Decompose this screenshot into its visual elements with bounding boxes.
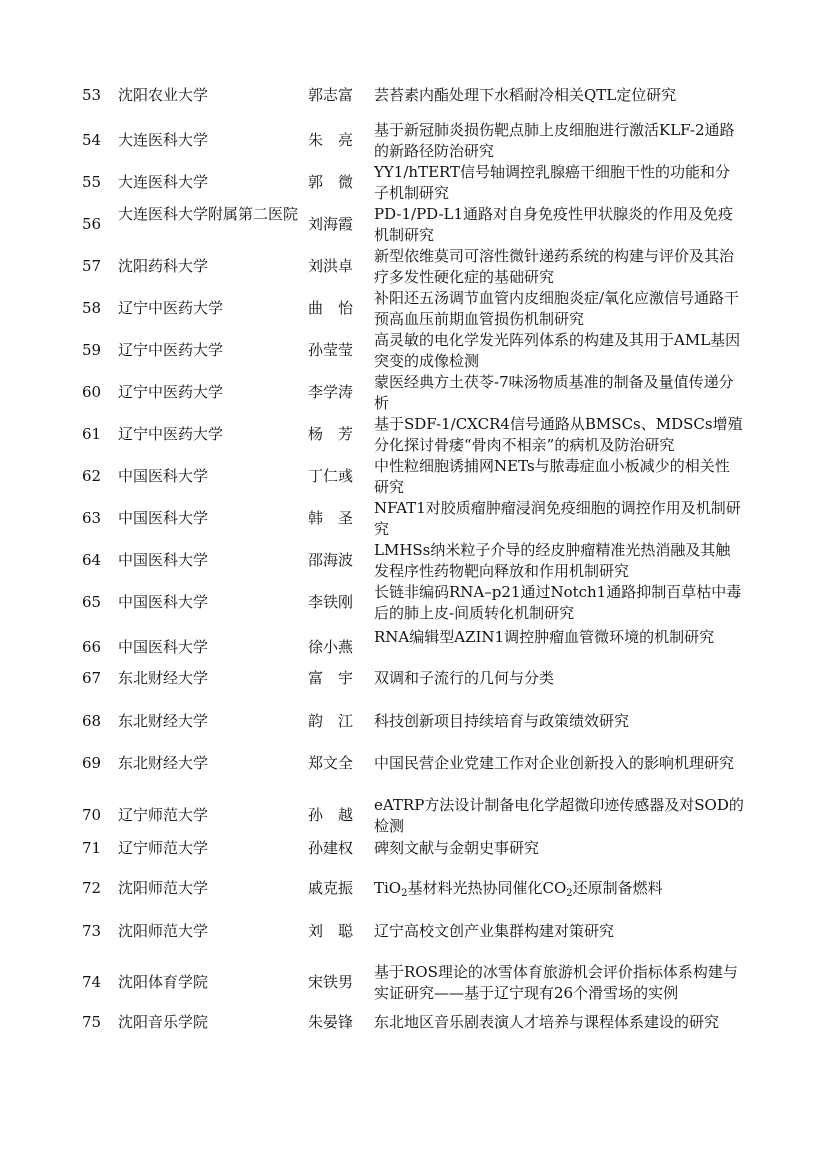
applicant-name: 韩 圣 xyxy=(308,509,354,527)
unit-name: 中国医科大学 xyxy=(118,467,209,485)
row-number: 67 xyxy=(82,669,102,687)
row-number: 71 xyxy=(82,839,102,857)
project-title-part: TiO xyxy=(374,879,402,897)
unit-name: 辽宁中医药大学 xyxy=(118,383,224,401)
applicant-name: 刘海霞 xyxy=(308,215,354,233)
unit-name: 大连医科大学 xyxy=(118,131,209,149)
applicant-name: 刘 聪 xyxy=(308,922,354,940)
applicant-name: 孙 越 xyxy=(308,806,354,824)
applicant-name: 郑文全 xyxy=(308,754,354,772)
row-number: 64 xyxy=(82,551,102,569)
applicant-name: 丁仁彧 xyxy=(308,467,354,485)
row-number: 65 xyxy=(82,593,102,611)
row-number: 53 xyxy=(82,86,102,104)
applicant-name: 朱 亮 xyxy=(308,131,354,149)
row-number: 73 xyxy=(82,922,102,940)
project-title: YY1/hTERT信号轴调控乳腺癌干细胞干性的功能和分子机制研究 xyxy=(374,163,731,202)
applicant-name: 刘洪卓 xyxy=(308,257,354,275)
applicant-name: 郭 微 xyxy=(308,173,354,191)
row-number: 68 xyxy=(82,712,102,730)
unit-name: 辽宁中医药大学 xyxy=(118,341,224,359)
project-title: 碑刻文献与金朝史事研究 xyxy=(374,839,540,857)
row-number: 54 xyxy=(82,131,102,149)
row-number: 55 xyxy=(82,173,102,191)
unit-name: 东北财经大学 xyxy=(118,712,209,730)
applicant-name: 宋铁男 xyxy=(308,973,354,991)
unit-name: 东北财经大学 xyxy=(118,669,209,687)
applicant-name: 李学涛 xyxy=(308,383,354,401)
project-title: 中性粒细胞诱捕网NETs与脓毒症血小板减少的相关性研究 xyxy=(374,457,730,496)
applicant-name: 戚克振 xyxy=(308,879,354,897)
row-number: 56 xyxy=(82,215,102,233)
unit-name: 沈阳师范大学 xyxy=(118,879,209,897)
row-number: 62 xyxy=(82,467,102,485)
unit-name: 辽宁师范大学 xyxy=(118,839,209,857)
row-number: 75 xyxy=(82,1013,102,1031)
project-title: NFAT1对胶质瘤肿瘤浸润免疫细胞的调控作用及机制研究 xyxy=(374,499,741,538)
unit-name: 中国医科大学 xyxy=(118,509,209,527)
unit-name: 中国医科大学 xyxy=(118,638,209,656)
project-title: 基于ROS理论的冰雪体育旅游机会评价指标体系构建与实证研究——基于辽宁现有26个滑雪场的实例 xyxy=(374,963,738,1002)
unit-name: 东北财经大学 xyxy=(118,754,209,772)
applicant-name: 韵 江 xyxy=(308,712,354,730)
project-title-part: 2 xyxy=(566,888,573,899)
project-title: 基于新冠肺炎损伤靶点肺上皮细胞进行激活KLF-2通路的新路径防治研究 xyxy=(374,121,735,160)
unit-name: 中国医科大学 xyxy=(118,551,209,569)
project-title xyxy=(374,878,744,901)
unit-name: 沈阳音乐学院 xyxy=(118,1013,209,1031)
project-title: 新型依维莫司可溶性微针递药系统的构建与评价及其治疗多发性硬化症的基础研究 xyxy=(374,247,735,286)
row-number: 74 xyxy=(82,973,102,991)
project-title: eATRP方法设计制备电化学超微印迹传感器及对SOD的检测 xyxy=(374,796,744,835)
project-title: 中国民营企业党建工作对企业创新投入的影响机理研究 xyxy=(374,754,735,772)
project-title: PD-1/PD-L1通路对自身免疫性甲状腺炎的作用及免疫机制研究 xyxy=(374,205,734,244)
row-number: 69 xyxy=(82,754,102,772)
project-title: 长链非编码RNA–p21通过Notch1通路抑制百草枯中毒后的肺上皮-间质转化机制研究 xyxy=(374,583,742,622)
applicant-name: 郭志富 xyxy=(308,86,354,104)
unit-name: 大连医科大学附属第二医院 xyxy=(118,205,299,223)
project-title-part: 2 xyxy=(401,888,408,899)
row-number: 59 xyxy=(82,341,102,359)
project-title-part: 基材料光热协同催化CO xyxy=(407,879,567,897)
project-title: RNA编辑型AZIN1调控肿瘤血管微环境的机制研究 xyxy=(374,628,715,646)
row-number: 66 xyxy=(82,638,102,656)
row-number: 63 xyxy=(82,509,102,527)
applicant-name: 孙建权 xyxy=(308,839,354,857)
project-title: 基于SDF-1/CXCR4信号通路从BMSCs、MDSCs增殖分化探讨骨痿“骨肉不相亲”的病机及防治研究 xyxy=(374,415,743,454)
project-title: 科技创新项目持续培育与政策绩效研究 xyxy=(374,712,630,730)
unit-name: 沈阳体育学院 xyxy=(118,973,209,991)
project-title: LMHSs纳米粒子介导的经皮肿瘤精准光热消融及其触发程序性药物靶向释放和作用机制研究 xyxy=(374,541,731,580)
applicant-name: 富 宇 xyxy=(308,669,354,687)
project-title: 补阳还五汤调节血管内皮细胞炎症/氧化应激信号通路干预高血压前期血管损伤机制研究 xyxy=(374,289,740,328)
project-title: 芸苔素内酯处理下水稻耐冷相关QTL定位研究 xyxy=(374,86,677,104)
unit-name: 大连医科大学 xyxy=(118,173,209,191)
applicant-name: 孙莹莹 xyxy=(308,341,354,359)
applicant-name: 徐小燕 xyxy=(308,638,354,656)
applicant-name: 邵海波 xyxy=(308,551,354,569)
applicant-name: 朱晏锋 xyxy=(308,1013,354,1031)
row-number: 60 xyxy=(82,383,102,401)
row-number: 57 xyxy=(82,257,102,275)
project-title: 东北地区音乐剧表演人才培养与课程体系建设的研究 xyxy=(374,1013,720,1031)
unit-name: 沈阳师范大学 xyxy=(118,922,209,940)
project-title: 高灵敏的电化学发光阵列体系的构建及其用于AML基因突变的成像检测 xyxy=(374,331,741,370)
applicant-name: 曲 怡 xyxy=(308,299,354,317)
unit-name: 沈阳农业大学 xyxy=(118,86,209,104)
applicant-name: 李铁刚 xyxy=(308,593,354,611)
project-title-part: 还原制备燃料 xyxy=(572,879,663,897)
unit-name: 沈阳药科大学 xyxy=(118,257,209,275)
row-number: 70 xyxy=(82,806,102,824)
unit-name: 中国医科大学 xyxy=(118,593,209,611)
project-title: 辽宁高校文创产业集群构建对策研究 xyxy=(374,922,615,940)
applicant-name: 杨 芳 xyxy=(308,425,354,443)
unit-name: 辽宁中医药大学 xyxy=(118,299,224,317)
row-number: 72 xyxy=(82,879,102,897)
unit-name: 辽宁师范大学 xyxy=(118,806,209,824)
row-number: 61 xyxy=(82,425,102,443)
unit-name: 辽宁中医药大学 xyxy=(118,425,224,443)
project-title: 蒙医经典方土茯苓-7味汤物质基准的制备及量值传递分析 xyxy=(374,373,734,412)
row-number: 58 xyxy=(82,299,102,317)
project-title: 双调和子流行的几何与分类 xyxy=(374,669,555,687)
